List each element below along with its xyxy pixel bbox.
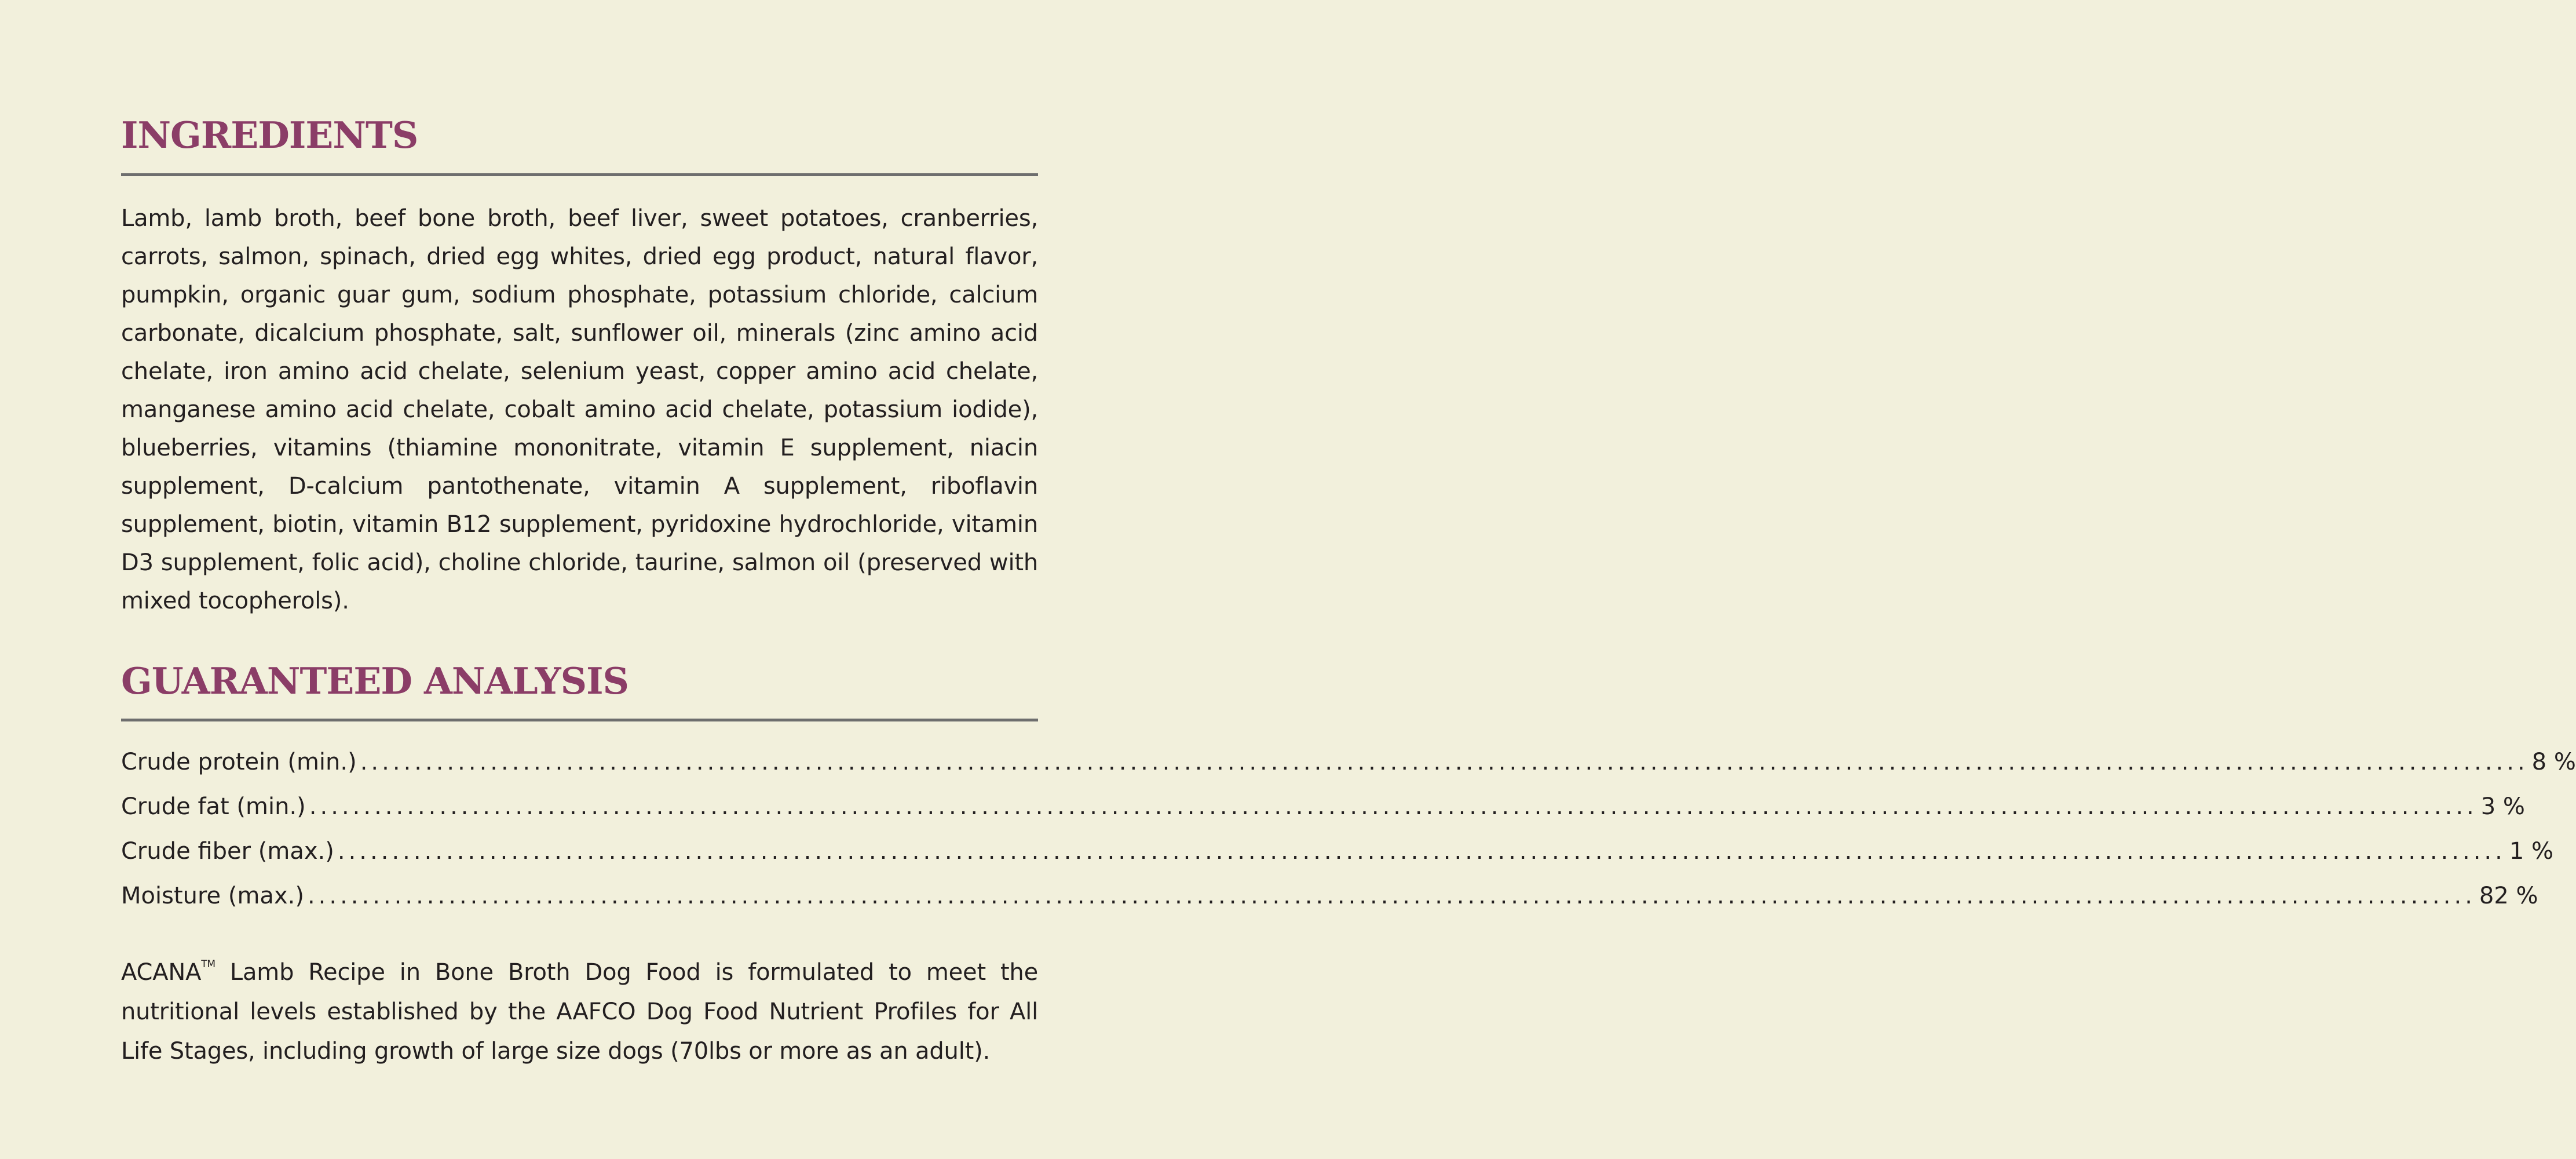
dot-leader: ........................................................................................................................................................................................................ [337, 838, 2506, 865]
ingredients-list: Lamb, lamb broth, beef bone broth, beef liver, sweet potatoes, cranberries, carrots, salmon, spinach, dried egg whites, dried egg product, natural flavor, pumpkin, organic guar gum, sodium phosphate, potassium chloride, calcium carbonate, dicalcium phosphate, salt, sunflower oil, minerals (zinc amino acid chelate, iron amino acid chelate, selenium yeast, copper amino acid chelate, manganese amino acid chelate, cobalt amino acid chelate, potassium iodide), blueberries, vitamins (thiamine mononitrate, vitamin E supplement, niacin supplement, D-calcium pantothenate, vitamin A supplement, riboflavin supplement, biotin, vitamin B12 supplement, pyridoxine hydrochloride, vitamin D3 supplement, folic acid), choline chloride, taurine, salmon oil (preserved with mixed tocopherols). [121, 205, 1038, 614]
analysis-row-crude-fat [121, 785, 2525, 829]
guaranteed-analysis-heading: GUARANTEED ANALYSIS [121, 659, 629, 702]
trademark-symbol: TM [201, 958, 215, 970]
aafco-statement [121, 953, 1038, 1071]
analysis-value: 8 % [2531, 749, 2576, 775]
analysis-row-crude-protein [121, 740, 2576, 785]
guaranteed-analysis-table [121, 740, 2576, 919]
dot-leader: ........................................................................................................................................................................................................ [360, 749, 2529, 775]
dot-leader: ........................................................................................................................................................................................................ [307, 883, 2476, 909]
brand-name: ACANA [121, 959, 202, 986]
ingredients-heading: INGREDIENTS [121, 114, 418, 156]
analysis-label: Crude protein (min.) [121, 749, 357, 775]
analysis-value: 82 % [2479, 883, 2538, 909]
dot-leader: ........................................................................................................................................................................................................ [309, 793, 2478, 820]
analysis-label: Crude fiber (max.) [121, 838, 334, 865]
analysis-row-crude-fiber [121, 829, 2554, 874]
analysis-value: 1 % [2509, 838, 2554, 865]
ingredients-divider [121, 173, 1038, 176]
guaranteed-analysis-divider [121, 719, 1038, 721]
analysis-label: Crude fat (min.) [121, 793, 306, 820]
analysis-label: Moisture (max.) [121, 883, 304, 909]
nutrition-panel [121, 0, 2576, 1159]
analysis-value: 3 % [2480, 793, 2525, 820]
analysis-row-moisture [121, 874, 2538, 919]
aafco-statement-text: Lamb Recipe in Bone Broth Dog Food is formulated to meet the nutritional levels established by the AAFCO Dog Food Nutrient Profiles for All Life Stages, including growth of large size dogs (70lbs or more as an adult). [121, 959, 1038, 1065]
